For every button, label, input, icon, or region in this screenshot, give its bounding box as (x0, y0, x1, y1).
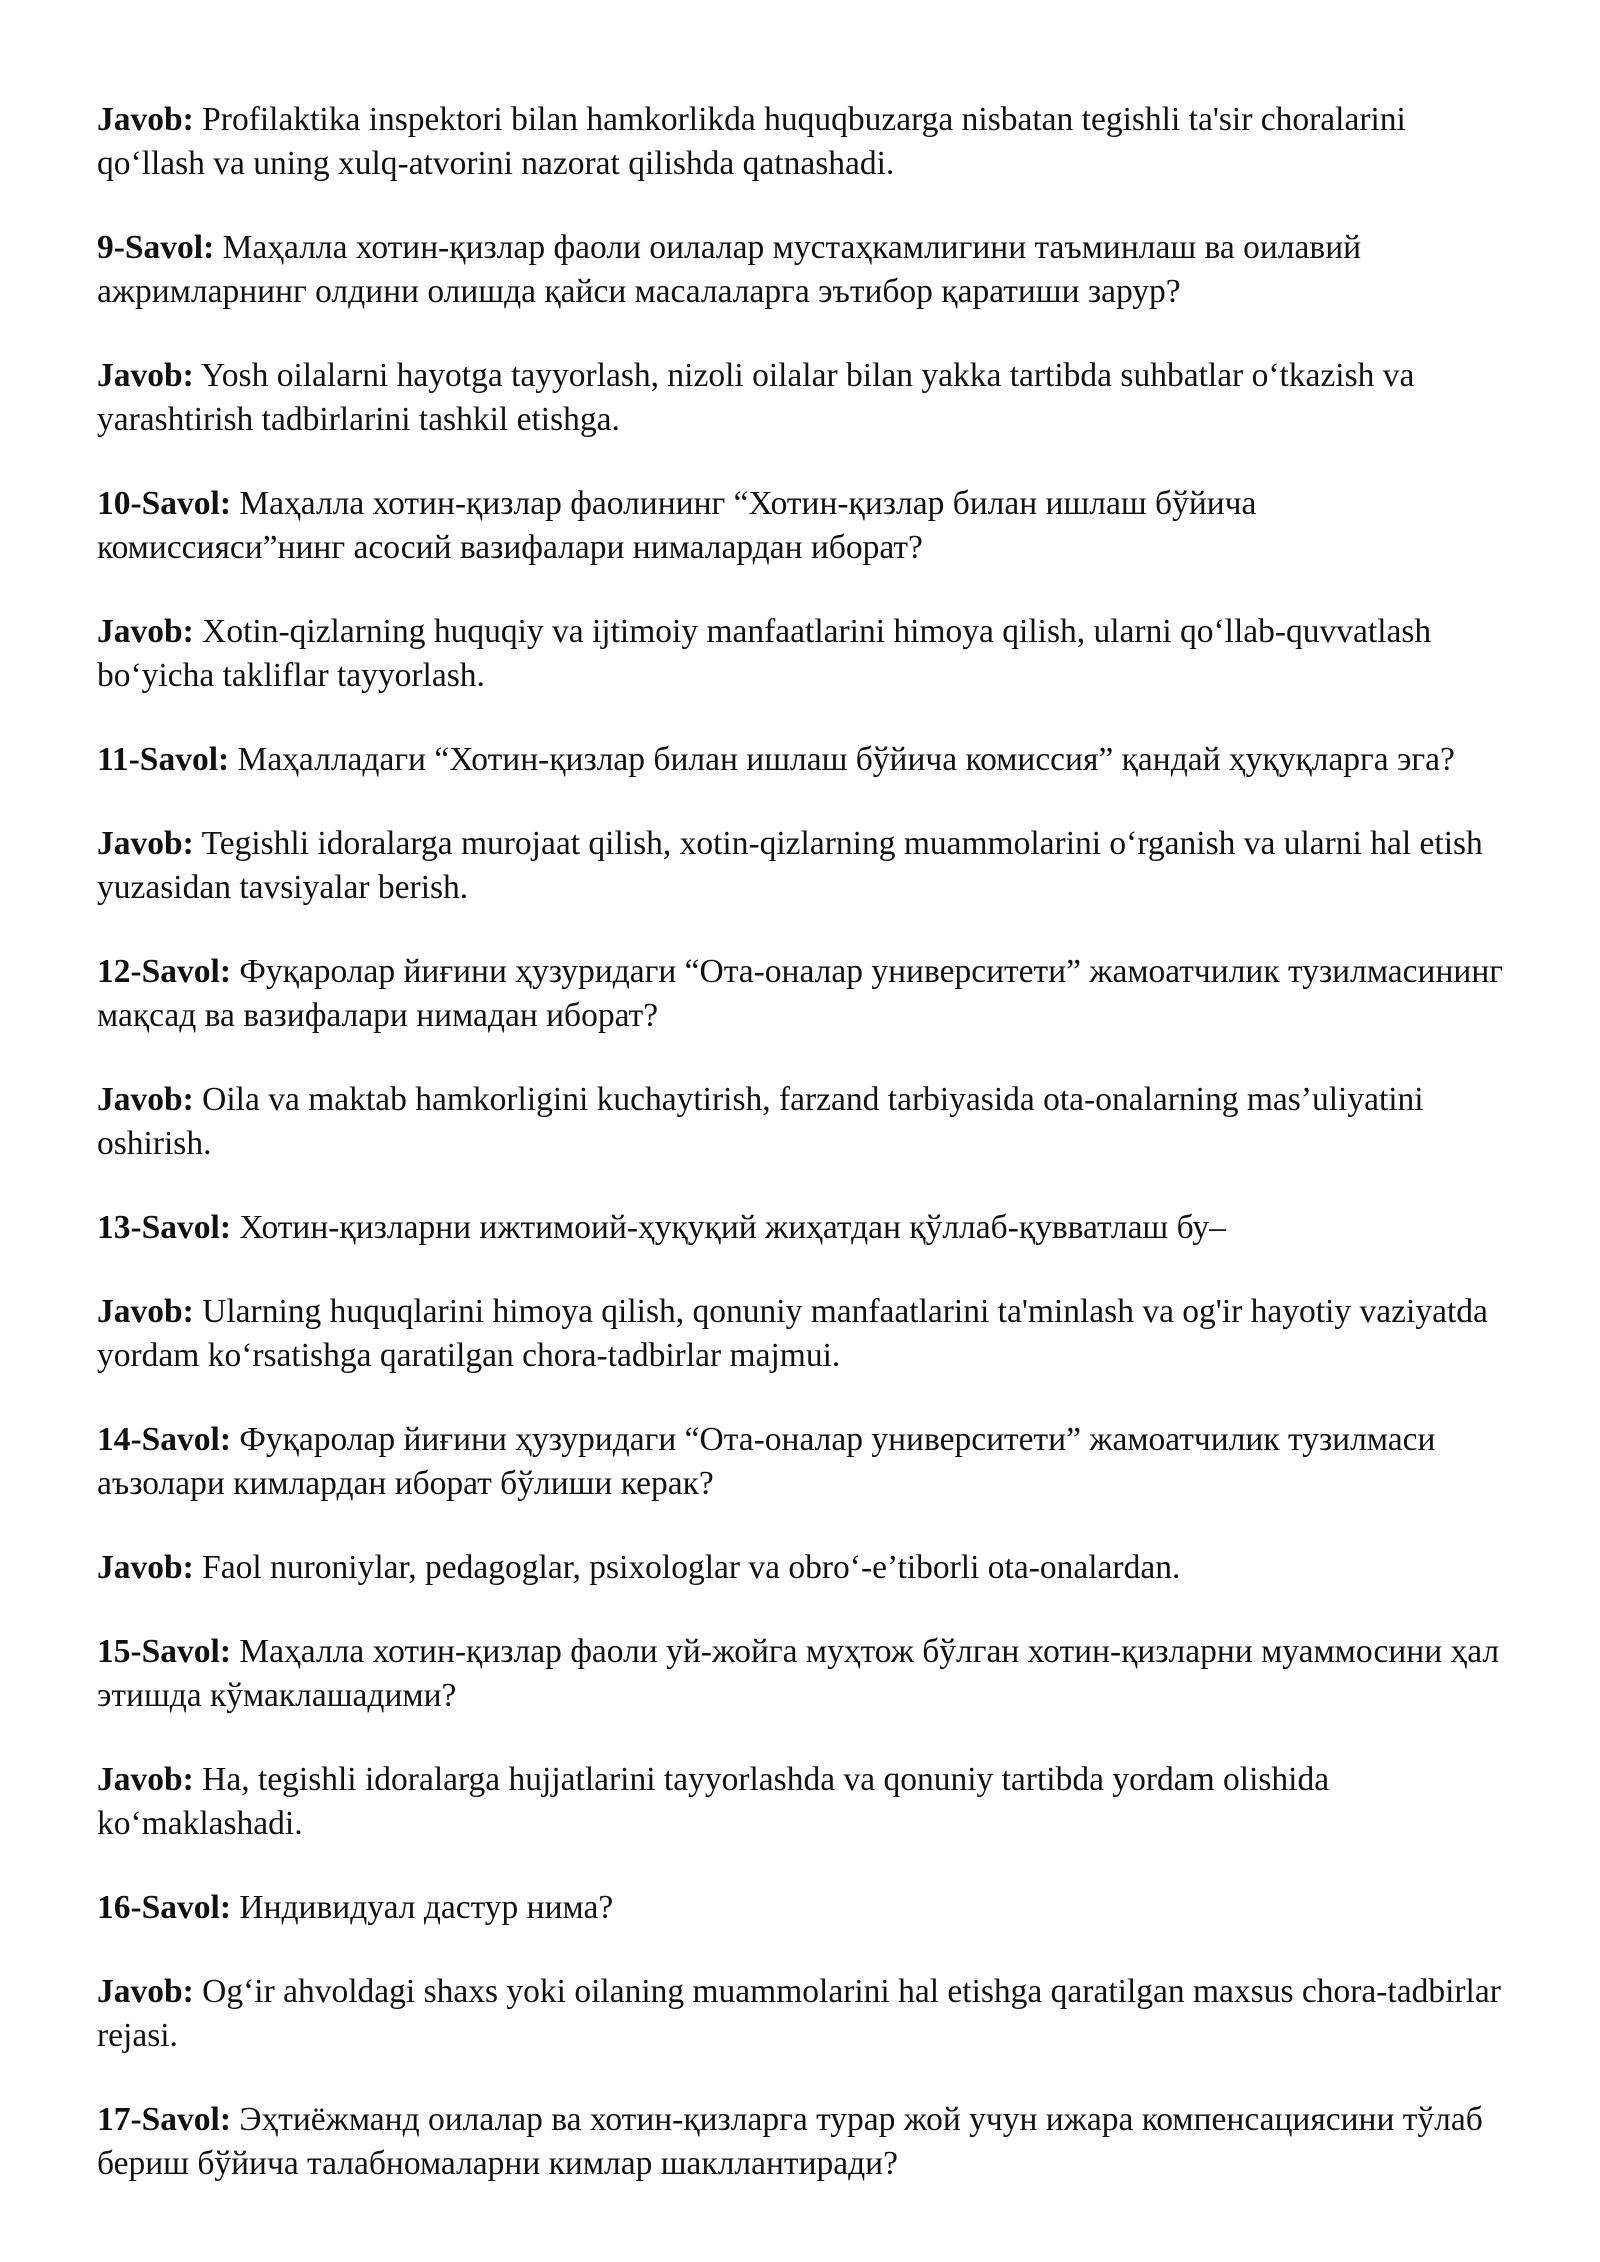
question-text: Маҳалладаги “Хотин-қизлар билан ишлаш бўйича комиссия” қандай ҳуқуқларга эга? (237, 741, 1455, 778)
question-paragraph (97, 482, 1504, 570)
answer-text: Ularning huquqlarini himoya qilish, qonuniy manfaatlarini ta'minlash va og'ir hayotiy vaziyatda yordam ko‘rsatishga qaratilgan chora-tadbirlar majmui. (97, 1293, 1488, 1374)
answer-label: Javob: (97, 613, 194, 650)
answer-text: Profilaktika inspektori bilan hamkorlikda huquqbuzarga nisbatan tegishli ta'sir choralarini qo‘llash va uning xulq-atvorini nazorat qilishda qatnashadi. (97, 101, 1406, 182)
answer-text: Og‘ir ahvoldagi shaxs yoki oilaning muammolarini hal etishga qaratilgan maxsus chora-tadbirlar rejasi. (97, 1973, 1501, 2054)
question-label: 14-Savol: (97, 1421, 231, 1458)
answer-paragraph (97, 1546, 1504, 1590)
answer-label: Javob: (97, 357, 194, 394)
answer-text: Yosh oilalarni hayotga tayyorlash, nizoli oilalar bilan yakka tartibda suhbatlar o‘tkazish va yarashtirish tadbirlarini tashkil etishga. (97, 357, 1415, 438)
answer-text: Xotin-qizlarning huquqiy va ijtimoiy manfaatlarini himoya qilish, ularni qo‘llab-quvvatlash bo‘yicha takliflar tayyorlash. (97, 613, 1432, 694)
answer-paragraph (97, 98, 1504, 186)
question-paragraph (97, 738, 1504, 782)
answer-label: Javob: (97, 1973, 194, 2010)
answer-label: Javob: (97, 101, 194, 138)
answer-paragraph (97, 1078, 1504, 1166)
answer-text: Oila va maktab hamkorligini kuchaytirish, farzand tarbiyasida ota-onalarning mas’uliyatini oshirish. (97, 1081, 1424, 1162)
answer-paragraph (97, 354, 1504, 442)
question-label: 9-Savol: (97, 229, 215, 266)
answer-label: Javob: (97, 1761, 194, 1798)
answer-label: Javob: (97, 825, 194, 862)
question-text: Маҳалла хотин-қизлар фаолининг “Хотин-қизлар билан ишлаш бўйича комиссияси”нинг асосий вазифалари нималардан иборат? (97, 485, 1257, 566)
question-label: 10-Savol: (97, 485, 231, 522)
question-paragraph (97, 1630, 1504, 1718)
answer-label: Javob: (97, 1293, 194, 1330)
question-paragraph (97, 1418, 1504, 1506)
answer-paragraph (97, 1970, 1504, 2058)
answer-text: Tegishli idoralarga murojaat qilish, xotin-qizlarning muammolarini o‘rganish va ularni hal etish yuzasidan tavsiyalar berish. (97, 825, 1483, 906)
answer-paragraph (97, 610, 1504, 698)
question-label: 17-Savol: (97, 2101, 231, 2138)
question-paragraph (97, 950, 1504, 1038)
answer-label: Javob: (97, 1081, 194, 1118)
question-text: Эҳтиёжманд оилалар ва хотин-қизларга турар жой учун ижара компенсациясини тўлаб бериш бўйича талабномаларни кимлар шакллантиради? (97, 2101, 1483, 2182)
answer-paragraph (97, 1758, 1504, 1846)
question-text: Фуқаролар йиғини ҳузуридаги “Ота-оналар университети” жамоатчилик тузилмаси аъзолари кимлардан иборат бўлиши керак? (97, 1421, 1436, 1502)
question-paragraph (97, 226, 1504, 314)
question-text: Индивидуал дастур нима? (239, 1889, 614, 1926)
question-label: 13-Savol: (97, 1209, 231, 1246)
question-text: Фуқаролар йиғини ҳузуридаги “Ота-оналар университети” жамоатчилик тузилмасининг мақсад ва вазифалари нимадан иборат? (97, 953, 1503, 1034)
question-label: 11-Savol: (97, 741, 230, 778)
question-label: 12-Savol: (97, 953, 231, 990)
answer-text: Ha, tegishli idoralarga hujjatlarini tayyorlashda va qonuniy tartibda yordam olishida ko‘maklashadi. (97, 1761, 1330, 1842)
question-text: Хотин-қизларни ижтимоий-ҳуқуқий жиҳатдан қўллаб-қувватлаш бу– (239, 1209, 1226, 1246)
question-paragraph (97, 2098, 1504, 2186)
question-text: Маҳалла хотин-қизлар фаоли уй-жойга муҳтож бўлган хотин-қизларни муаммосини ҳал этишда кўмаклашадими? (97, 1633, 1500, 1714)
answer-text: Faol nuroniylar, pedagoglar, psixologlar va obro‘-e’tiborli ota-onalardan. (202, 1549, 1181, 1586)
question-label: 16-Savol: (97, 1889, 231, 1926)
answer-label: Javob: (97, 1549, 194, 1586)
question-text: Маҳалла хотин-қизлар фаоли оилалар мустаҳкамлигини таъминлаш ва оилавий ажримларнинг олдини олишда қайси масалаларга эътибор қаратиши зарур? (97, 229, 1362, 310)
question-label: 15-Savol: (97, 1633, 231, 1670)
question-paragraph (97, 1206, 1504, 1250)
answer-paragraph (97, 822, 1504, 910)
question-paragraph (97, 1886, 1504, 1930)
answer-paragraph (97, 1290, 1504, 1378)
